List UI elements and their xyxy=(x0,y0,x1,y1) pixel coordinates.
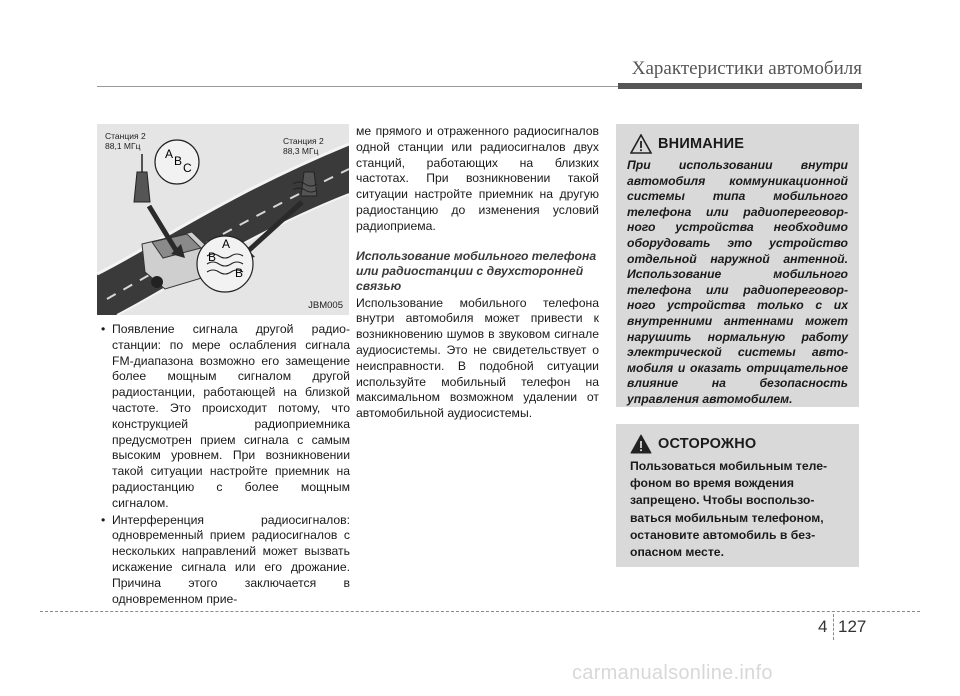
section-subheading: Использование мобильного телефона или радиостанции с двухсторонней связью xyxy=(356,248,597,293)
letter-a-bottom: A xyxy=(222,237,231,251)
station-left-frequency: 88,1 МГц xyxy=(105,141,141,151)
station-left-name: Станция 2 xyxy=(105,131,146,141)
bullet-dot: • xyxy=(101,512,106,527)
station-right-name: Станция 2 xyxy=(283,136,324,146)
radio-interference-illustration xyxy=(97,124,349,315)
caution-title: ОСТОРОЖНО xyxy=(658,436,757,452)
bullet-item xyxy=(100,322,350,512)
warning-text: При использовании внутри автомобиля коммуникационной системы типа мобильного телефона или радиопереговорного устройства необходимо оборудовать это устройство отдельной наружной антенной. Использование мобильного телефона или радиопереговорного устройства только с их внутренними антеннами может нарушить нормальную работу электрической системы автомобиля и оказать отрицательное влияние на безопасность управления автомобилем. xyxy=(627,158,848,406)
page-number: 127 xyxy=(838,617,867,636)
bullet-dot: • xyxy=(101,322,106,336)
caution-box xyxy=(616,424,859,567)
letter-a-top: A xyxy=(165,147,174,161)
footer-rule xyxy=(40,611,920,612)
caution-text: Пользоваться мобильным телефоном во время вождения запрещено. Чтобы воспользоваться мобильным телефоном, остановите автомобиль в безопасном месте. xyxy=(630,459,828,560)
letter-b-bottom-right: B xyxy=(235,266,244,280)
bullet-text: Интерференция радиосигналов: одновременный прием радиосигналов с нескольких направлений может вызвать искажение сигнала или его дрожание. Причина этого заключается в одновременном прие- xyxy=(112,512,350,606)
caution-header xyxy=(630,434,848,454)
caution-filled-icon xyxy=(630,434,652,454)
page-number-separator xyxy=(833,614,834,640)
page-header-title: Характеристики автомобиля xyxy=(631,58,862,79)
header-rule xyxy=(97,86,862,88)
warning-title: ВНИМАНИЕ xyxy=(658,136,745,152)
watermark: carmanualsonline.info xyxy=(572,662,773,684)
middle-column xyxy=(356,124,599,422)
letter-c-top: C xyxy=(183,161,192,175)
station-right-label xyxy=(283,136,324,156)
chapter-number: 4 xyxy=(818,617,828,636)
figure-code: JBM005 xyxy=(308,300,343,311)
letter-b-bottom-left: B xyxy=(208,250,217,264)
letter-b-top: B xyxy=(174,154,183,168)
mobile-phone-paragraph: Использование мобильного телефона внутри автомобиля может привести к возникновению шумов в звуковом сигнале аудиосистемы. Это не свидетельствует о неисправности. В подобной ситуации используйте мобильный телефон на максимальном возможном удалении от автомобильной аудиосистемы. xyxy=(356,295,599,421)
station-right-frequency: 88,3 МГц xyxy=(283,146,319,156)
station-left-label xyxy=(105,131,146,151)
radio-tower-left-icon xyxy=(134,154,150,202)
bullet-text: Появление сигнала другой радиостанции: по мере ослабления сигнала FM-диапазона возможно его замещение более мощным сигналом другой радиостанции, работающей на близкой частоте. Это происходит потому, что конструкцией радиоприемника предусмотрен прием сигнала с самым высоким уровнем. При возникновении такой ситуации настройте приемник на радиостанцию с более мощным сигналом. xyxy=(112,322,350,510)
warning-outline-icon xyxy=(630,134,652,154)
left-column xyxy=(100,322,350,608)
continuation-paragraph: ме прямого и отраженного радиосигналов одной станции или радиосигналов двух станций, работающих на близких частотах. При возникновении такой ситуации настройте приемник на другую радиостанцию до изменения условий радиоприема. xyxy=(356,124,599,233)
warning-header xyxy=(630,134,848,154)
warning-box xyxy=(616,124,859,407)
bullet-item xyxy=(100,513,350,608)
